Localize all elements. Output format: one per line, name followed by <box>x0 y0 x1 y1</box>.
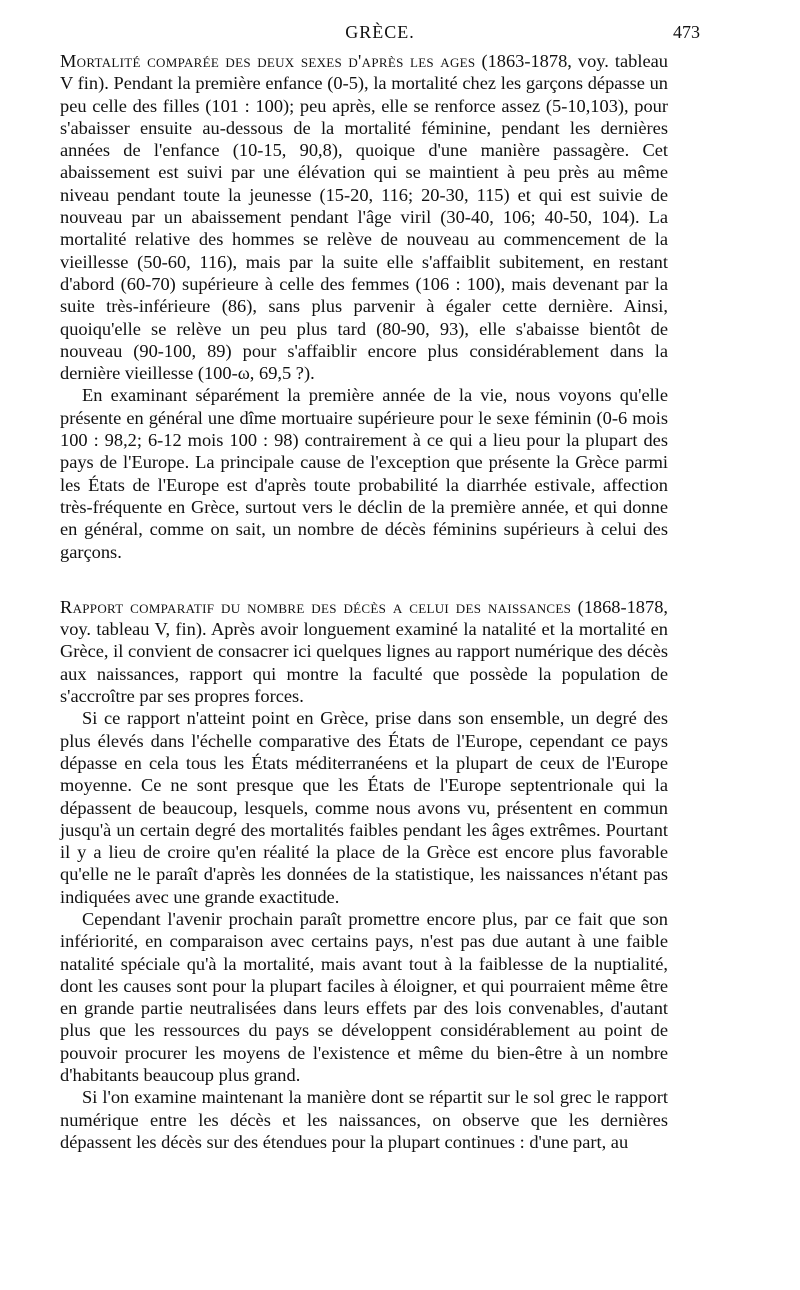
page-body <box>60 50 668 1153</box>
page-number: 473 <box>673 22 700 42</box>
paragraph-ratio-comparison: Si ce rapport n'atteint point en Grèce, prise dans son ensemble, un degré des plus élevés dans l'échelle comparative des États de l'Europe, cependant ce pays dépasse en cela tous les États méditerranéens et la plupart de ceux de l'Europe moyenne. Ce ne sont presque que les États de l'Europe septentrionale qui la dépassent de beaucoup, lesquels, comme nous avons vu, présentent en commun jusqu'à un certain degré des mortalités faibles pendant les âges extrêmes. Pourtant il y a lieu de croire qu'en réalité la place de la Grèce est encore plus favorable qu'elle ne le paraît d'après les données de la statistique, les naissances n'étant pas indiquées avec une grande exactitude. <box>60 708 668 907</box>
section-heading-ratio: Rapport comparatif du nombre des décès a celui des naissances <box>60 596 572 617</box>
paragraph-first-year: En examinant séparément la première année de la vie, nous voyons qu'elle présente en général une dîme mortuaire supérieure pour le sexe féminin (0-6 mois 100 : 98,2; 6-12 mois 100 : 98) contrairement à ce qui a lieu pour la plupart des pays de l'Europe. La principale cause de l'exception que présente la Grèce parmi les États de l'Europe est d'après toute probabilité la diarrhée estivale, affection très-fréquente en Grèce, surtout vers le déclin de la première année, et qui donne en général, comme on sait, un nombre de décès féminins supérieurs à celui des garçons. <box>60 385 668 562</box>
section-ratio-text: (1868-1878, voy. tableau V, fin). Après avoir longuement examiné la natalité et la mortalité en Grèce, il convient de consacrer ici quelques lignes au rapport numérique des décès aux naissances, rapport qui montre la faculté que possède la population de s'accroître par ses propres forces. <box>60 596 668 707</box>
section-gap <box>60 563 668 596</box>
running-header <box>60 22 700 46</box>
running-title: GRÈCE. <box>345 22 415 42</box>
section-mortality-paragraph <box>60 50 668 384</box>
paragraph-distribution: Si l'on examine maintenant la manière dont se répartit sur le sol grec le rapport numérique entre les décès et les naissances, on observe que les dernières dépassent les décès sur des étendues pour la plupart continues : d'une part, au <box>60 1087 668 1152</box>
paragraph-future: Cependant l'avenir prochain paraît promettre encore plus, par ce fait que son infériorité, en comparaison avec certains pays, n'est pas due autant à une faible natalité spéciale qu'à la mortalité, mais avant tout à la faiblesse de la nuptialité, dont les causes sont pour la plupart faciles à éloigner, et qui pourraient même être en grande partie neutralisées dans leurs effets par des lois convenables, d'autant plus que les ressources du pays se développent considérablement au point de pouvoir procurer les moyens de l'existence et même du bien-être à un nombre d'habitants beaucoup plus grand. <box>60 908 668 1086</box>
section-heading-mortality: Mortalité comparée des deux sexes d'après les ages <box>60 51 476 71</box>
section-mortality-text: (1863-1878, voy. tableau V fin). Pendant la première enfance (0-5), la mortalité chez les garçons dépasse un peu celle des filles (101 : 100); peu après, elle se renforce assez (5-10,103), pour s'abaisser ensuite au-dessous de la mortalité féminine, pendant les dernières années de l'enfance (10-15, 90,8), quoique d'une manière passagère. Cet abaissement est suivi par une élévation qui se maintient à peu près au même niveau pendant toute la jeunesse (15-20, 116; 20-30, 115) et qui est suivie de nouveau par un abaissement pendant l'âge viril (30-40, 106; 40-50, 104). La mortalité relative des hommes se relève de nouveau au commencement de la vieillesse (50-60, 116), mais par la suite elle s'affaiblit subitement, en restant d'abord (60-70) supérieure à celle des femmes (106 : 100), mais devenant par la suite très-inférieure (86), sans plus parvenir à égaler cette dernière. Ainsi, quoiqu'elle se relève un peu plus tard (80-90, 93), elle s'abaisse bientôt de nouveau (90-100, 89) pour s'affaiblir encore plus considérablement dans la dernière vieillesse (100-ω, 69,5 ?). <box>60 51 668 384</box>
section-ratio-paragraph <box>60 596 668 707</box>
